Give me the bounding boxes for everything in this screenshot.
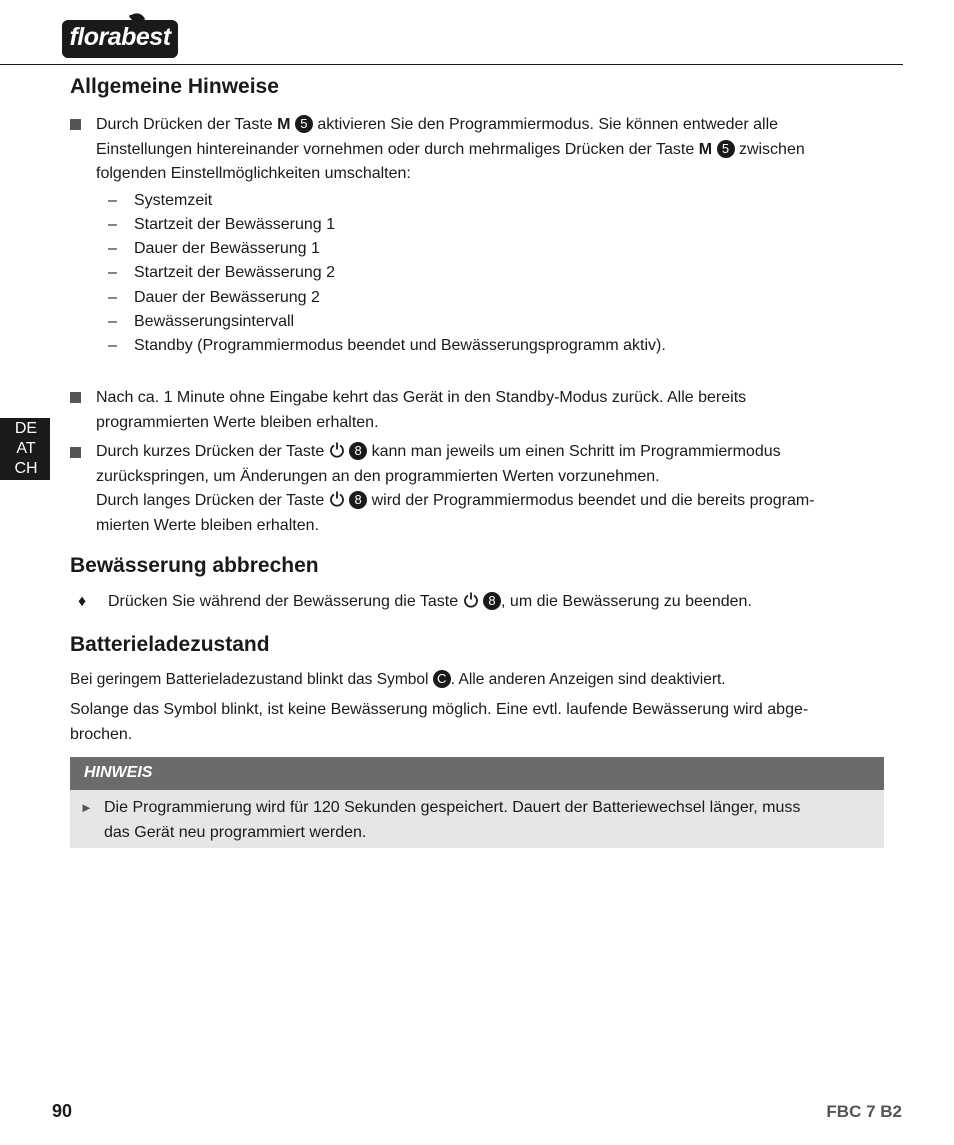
number-8-icon: 8 (349, 491, 367, 509)
list-item: – Standby (Programmiermodus beendet und Bewässerungsprogramm aktiv). (108, 337, 666, 354)
power-icon (329, 491, 345, 507)
language-tab (0, 418, 50, 480)
paragraph-cancel-watering: Drücken Sie während der Bewässerung die Taste 8 , um die Bewässerung zu beenden. (108, 593, 752, 610)
number-5-icon: 5 (717, 140, 735, 158)
heading-bewaesserung-abbrechen: Bewässerung abbrechen (70, 554, 319, 577)
lang-de: DE (14, 420, 38, 437)
hinweis-title: HINWEIS (84, 764, 153, 781)
number-5-icon: 5 (295, 115, 313, 133)
hinweis-header (70, 757, 884, 790)
logo-text: florabest (69, 23, 171, 51)
paragraph-power-key: Durch kurzes Drücken der Taste 8 kann man jeweils um einen Schritt im Programmiermodus zurückspringen, um Änderungen an den programmierten Werten vorzunehmen. Durch langes Drücken der Taste 8 wird der Programmiermodus beendet und die bereits program- mierten Werte bleiben erhalten. (96, 443, 815, 534)
paragraph-standby-timeout: Nach ca. 1 Minute ohne Eingabe kehrt das Gerät in den Standby-Modus zurück. Alle bereits programmierten Werte bleiben erhalten. (96, 389, 747, 431)
list-item: – Startzeit der Bewässerung 2 (108, 264, 335, 281)
paragraph-programming-mode: Durch Drücken der Taste M 5 aktivieren Sie den Programmiermodus. Sie können entweder alle Einstellungen hintereinander vornehmen oder durch mehrmaliges Drücken der Taste M 5 zwischen folgenden Einstellmöglichkeiten umschalten: (96, 116, 805, 182)
number-8-icon: 8 (349, 442, 367, 460)
lang-ch: CH (14, 460, 38, 477)
model-number: FBC 7 B2 (826, 1102, 902, 1121)
power-icon (463, 592, 479, 608)
bullet-square (70, 447, 81, 458)
header-rule (0, 64, 903, 65)
heading-batterieladezustand: Batterieladezustand (70, 633, 270, 656)
list-item: – Dauer der Bewässerung 2 (108, 289, 320, 306)
battery-symbol-c-icon: C (433, 670, 451, 688)
bullet-square (70, 119, 81, 130)
page-number: 90 (52, 1101, 73, 1121)
list-item: – Bewässerungsintervall (108, 313, 295, 330)
lang-at: AT (16, 440, 36, 457)
bullet-square (70, 392, 81, 403)
florabest-logo (62, 20, 178, 58)
arrow-icon: ► (80, 800, 93, 815)
list-item: – Dauer der Bewässerung 1 (108, 240, 320, 257)
paragraph-battery-symbol: Bei geringem Batterieladezustand blinkt das Symbol C . Alle anderen Anzeigen sind deaktiviert. (70, 671, 726, 688)
heading-allgemeine-hinweise: Allgemeine Hinweise (70, 75, 279, 98)
hinweis-text: Die Programmierung wird für 120 Sekunden gespeichert. Dauert der Batteriewechsel länger, muss das Gerät neu programmiert werden. (104, 799, 801, 841)
power-icon (329, 442, 345, 458)
list-item: – Systemzeit (108, 192, 213, 209)
paragraph-battery-blink: Solange das Symbol blinkt, ist keine Bewässerung möglich. Eine evtl. laufende Bewässerung wird abge- brochen. (70, 701, 809, 743)
hinweis-body (70, 790, 884, 848)
list-item: – Startzeit der Bewässerung 1 (108, 216, 335, 233)
bullet-diamond: ♦ (78, 593, 87, 610)
number-8-icon: 8 (483, 592, 501, 610)
